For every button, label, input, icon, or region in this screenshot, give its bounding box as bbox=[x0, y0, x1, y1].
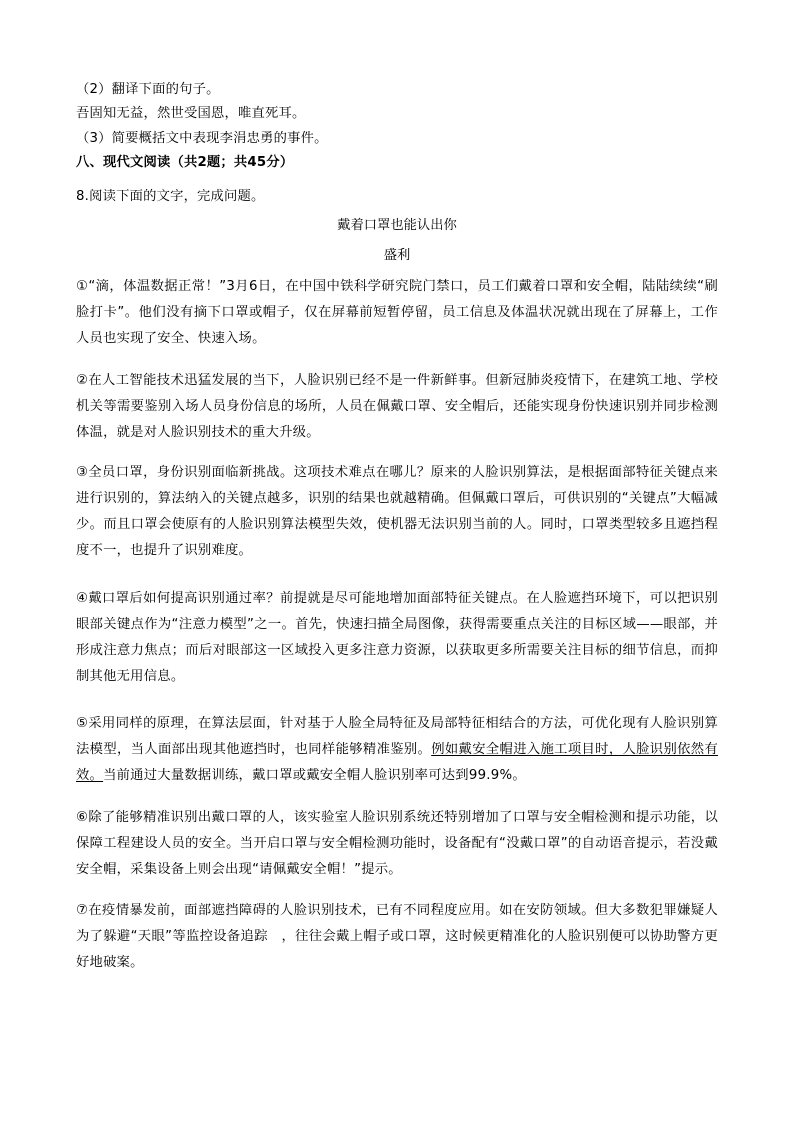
paragraph-1: ①“滴，体温数据正常！”3月6日，在中国中铁科学研究院门禁口，员工们戴着口罩和安全帽，陆陆续续“刷脸打卡”。他们没有摘下口罩或帽子，仅在屏幕前短暂停留，员工信息及体温状况就出现在了屏幕上，工作人员也实现了安全、快速入场。 bbox=[76, 279, 718, 346]
article-author: 盛利 bbox=[383, 248, 411, 263]
article-title: 戴着口罩也能认出你 bbox=[337, 218, 457, 233]
paragraph-5-text-a: ⑤采用同样的原理，在算法层面，针对基于人脸全局特征及局部特征相结合的方法，可优化现有人脸识别算法模型，当人面部出现其他遮挡时，也同样能够精准鉴别。 bbox=[76, 716, 718, 757]
paragraph-5-underlined: 例如戴安全帽进入施工项目时，人脸识别依然有效。 bbox=[76, 741, 719, 783]
paragraph-3: ③全员口罩，身份识别面临新挑战。这项技术难点在哪儿？原来的人脸识别算法，是根据面部特征关键点来进行识别的，算法纳入的关键点越多，识别的结果也就越精确。但佩戴口罩后，可供识别的“关键点”大幅减少。而且口罩会使原有的人脸识别算法模型失效，使机器无法识别当前的人。同时，口罩类型较多且遮挡程度不一，也提升了识别难度。 bbox=[76, 465, 718, 558]
paragraph-5 bbox=[76, 711, 718, 789]
section-heading: 八、现代文阅读（共2题；共45分） bbox=[76, 155, 294, 170]
paragraph-6: ⑥除了能够精准识别出戴口罩的人，该实验室人脸识别系统还特别增加了口罩与安全帽检测和提示功能，以保障工程建设人员的安全。当开启口罩与安全帽检测功能时，设备配有“没戴口罩”的自动语音提示，若没戴安全帽，采集设备上则会出现“请佩戴安全帽！”提示。 bbox=[76, 810, 718, 877]
paragraph-5-text-b: 当前通过大量数据训练，戴口罩或戴安全帽人脸识别率可达到99.9%。 bbox=[103, 767, 526, 783]
paragraph-7: ⑦在疫情暴发前，面部遮挡障碍的人脸识别技术，已有不同程度应用。如在安防领域。但大多数犯罪嫌疑人为了躲避“天眼”等监控设备追踪 ，往往会戴上帽子或口罩，这时候更精准化的人脸识别便可以协助警方更好地破案。 bbox=[76, 903, 718, 970]
question-2: （2）翻译下面的句子。 bbox=[76, 82, 220, 97]
paragraph-4: ④戴口罩后如何提高识别通过率？前提就是尽可能地增加面部特征关键点。在人脸遮挡环境下，可以把识别眼部关键点作为“注意力模型”之一。首先，快速扫描全局图像，获得需要重点关注的目标区域——眼部，并形成注意力焦点；而后对眼部这一区域投入更多注意力资源，以获取更多所需要关注目标的细节信息，而抑制其他无用信息。 bbox=[76, 591, 718, 684]
question-2-sentence: 吾固知无益，然世受国恩，唯直死耳。 bbox=[76, 106, 306, 121]
instruction: 8.阅读下面的文字，完成问题。 bbox=[76, 189, 265, 204]
question-3: （3）简要概括文中表现李涓忠勇的事件。 bbox=[76, 131, 328, 146]
paragraph-2: ②在人工智能技术迅猛发展的当下，人脸识别已经不是一件新鲜事。但新冠肺炎疫情下，在建筑工地、学校机关等需要鉴别入场人员身份信息的场所，人员在佩戴口罩、安全帽后，还能实现身份快速识别并同步检测体温，就是对人脸识别技术的重大升级。 bbox=[76, 373, 718, 440]
